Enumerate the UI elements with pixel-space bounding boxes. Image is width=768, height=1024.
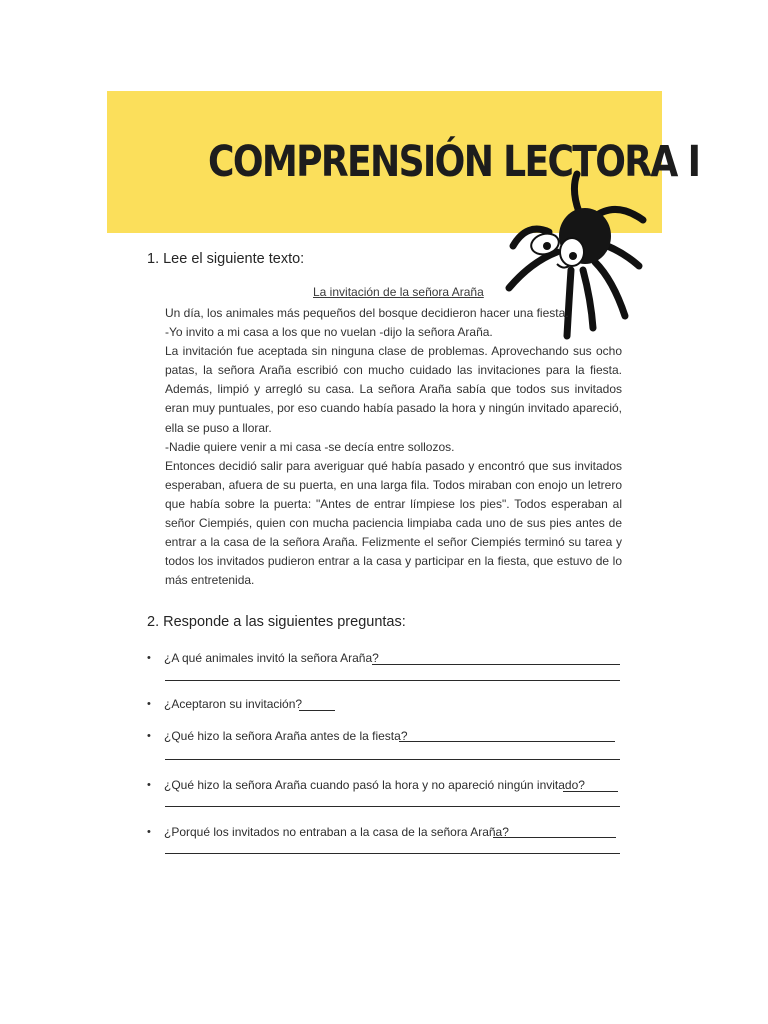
answer-line[interactable] xyxy=(493,837,616,838)
bullet: • xyxy=(147,779,151,791)
story-paragraph: La invitación fue aceptada sin ninguna clase de problemas. Aprovechando sus ocho patas, la señora Araña escribió con mucho cuidado las invitaciones para la fiesta. Además, limpió y arregló su casa. La señora Araña sabía que todos sus invitados eran muy puntuales, por eso cuando había pasado la hora y ningún invitado apareció, ella se puso a llorar. xyxy=(165,344,622,435)
answer-line[interactable] xyxy=(299,710,335,711)
bullet: • xyxy=(147,698,151,710)
answer-line[interactable] xyxy=(372,664,620,665)
question-text: ¿Qué hizo la señora Araña antes de la fiesta? xyxy=(164,729,408,743)
answer-line[interactable] xyxy=(563,791,618,792)
story-paragraph: -Yo invito a mi casa a los que no vuelan -dijo la señora Araña. xyxy=(165,325,493,340)
story-text xyxy=(165,304,622,590)
answer-line[interactable] xyxy=(399,741,615,742)
question-text: ¿Porqué los invitados no entraban a la casa de la señora Araña? xyxy=(164,825,509,839)
page-title: COMPRENSIÓN LECTORA I xyxy=(208,137,700,187)
story-paragraph: Entonces decidió salir para averiguar qué había pasado y encontró que sus invitados esperaban, afuera de su puerta, en una larga fila. Todos miraban con enojo un letrero que había sobre la puerta: "Antes de entrar límpiese los pies". Todos esperaban al señor Ciempiés, quien con mucha paciencia limpiaba cada uno de sus pies antes de entrar a la casa de la señora Araña. Felizmente el señor Ciempiés terminó su tarea y todos los invitados pudieron entrar a la casa y participar en la fiesta, que estuvo de lo más entretenida. xyxy=(165,458,622,588)
story-paragraph: Un día, los animales más pequeños del bosque decidieron hacer una fiesta. xyxy=(165,306,569,320)
bullet: • xyxy=(147,826,151,838)
answer-line[interactable] xyxy=(165,680,620,681)
story-paragraph: -Nadie quiere venir a mi casa -se decía entre sollozos. xyxy=(165,439,455,454)
question-text: ¿Aceptaron su invitación? xyxy=(164,697,303,711)
bullet: • xyxy=(147,730,151,742)
bullet: • xyxy=(147,652,151,664)
question-text: ¿Qué hizo la señora Araña cuando pasó la hora y no apareció ningún invitado? xyxy=(164,778,585,792)
section-2-heading: 2. Responde a las siguientes preguntas: xyxy=(147,614,406,630)
answer-line[interactable] xyxy=(165,853,620,854)
answer-line[interactable] xyxy=(165,806,620,807)
section-1-heading: 1. Lee el siguiente texto: xyxy=(147,251,305,267)
question-text: ¿A qué animales invitó la señora Araña? xyxy=(164,651,379,665)
answer-line[interactable] xyxy=(165,759,620,760)
story-title: La invitación de la señora Araña xyxy=(313,285,484,299)
